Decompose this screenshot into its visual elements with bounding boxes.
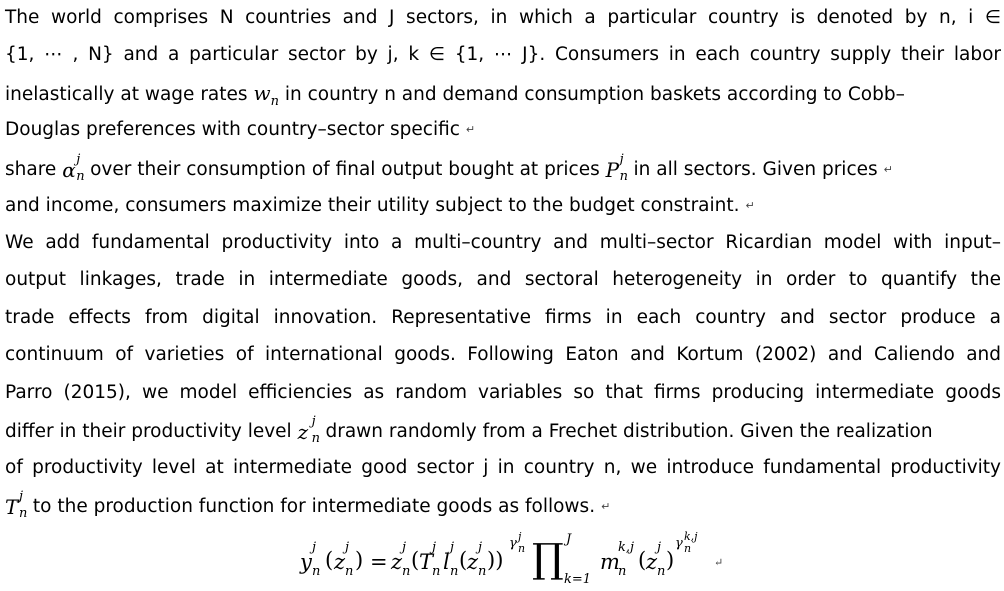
para2-line4: continuum of varieties of international goods. Following Eaton and Kortum (2002) and Caliendo and <box>5 344 1001 365</box>
symbol-T-n-j: T j n <box>5 489 28 521</box>
para2-line2: output linkages, trade in intermediate goods, and sectoral heterogeneity in order to quantify the <box>5 269 1001 290</box>
para2-line7: of productivity level at intermediate good sector j in country n, we introduce fundamental productivity <box>5 457 1001 478</box>
text-segment: share <box>5 159 57 180</box>
production-function-equation: y j n ( z j n ) = z j n ( T j n l j n ( z j n )) γ j n ∏ J k=1 m k,j n ( z j n ) γ k,j n ↵ <box>300 530 724 587</box>
return-mark-icon: ↵ <box>745 199 755 212</box>
symbol-w-n: $w_n$ <box>253 81 279 109</box>
para1-line5 <box>5 152 1001 184</box>
para1-line6 <box>5 194 1001 218</box>
text-segment: and income, consumers maximize their utility subject to the budget constraint. <box>5 195 740 216</box>
para2-line3: trade effects from digital innovation. Representative firms in each country and sector produce a <box>5 307 1001 328</box>
para2-line6 <box>5 414 1001 446</box>
para2-line8 <box>5 489 1001 521</box>
return-mark-icon: ↵ <box>714 556 724 569</box>
product-operator: ∏ <box>532 536 564 582</box>
text-segment: in country n and demand consumption baskets according to Cobb– <box>284 84 905 105</box>
para1-line3 <box>5 81 1001 107</box>
text-segment: inelastically at wage rates <box>5 84 248 105</box>
symbol-alpha-n-j: α j n <box>62 152 85 184</box>
return-mark-icon: ↵ <box>883 163 893 176</box>
text-segment: in all sectors. Given prices <box>633 159 878 180</box>
text-segment: Douglas preferences with country–sector specific <box>5 119 460 140</box>
para2-line5: Parro (2015), we model efficiencies as random variables so that firms producing intermediate goods <box>5 382 1001 403</box>
text-segment: drawn randomly from a Frechet distribution. Given the realization <box>325 421 933 442</box>
text-segment: to the production function for intermediate goods as follows. <box>32 496 596 517</box>
para2-line1: We add fundamental productivity into a multi–country and multi–sector Ricardian model with input– <box>5 232 1001 253</box>
text-segment: differ in their productivity level <box>5 421 292 442</box>
text-segment: over their consumption of final output bought at prices <box>90 159 600 180</box>
return-mark-icon: ↵ <box>465 123 476 136</box>
para1-line2: {1, ⋯ , N} and a particular sector by j, k ∈ {1, ⋯ J}. Consumers in each country supply their labor <box>5 44 1001 65</box>
para1-line1: The world comprises N countries and J sectors, in which a particular country is denoted by n, i ∈ <box>5 7 1001 28</box>
symbol-P-n-j: P j n <box>605 152 629 184</box>
return-mark-icon: ↵ <box>601 500 611 513</box>
symbol-z-n-j: z j n <box>297 414 320 446</box>
para1-line4 <box>5 118 1001 142</box>
